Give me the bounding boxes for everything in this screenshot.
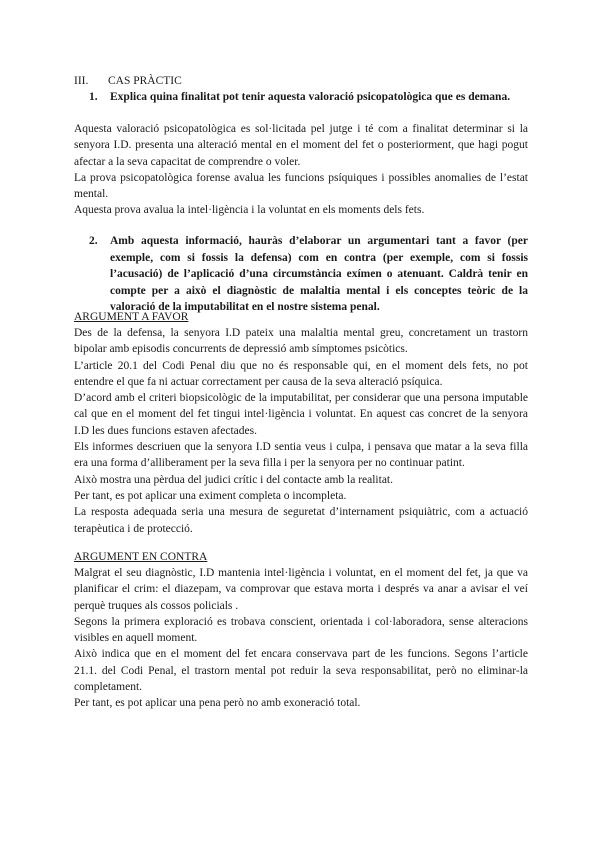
argument-favor-paragraph: Els informes descriuen que la senyora I.D sentia veus i culpa, i pensava que matar a la seva filla era una forma d’alliberament per la seva filla i per la senyora per no continuar patint. xyxy=(74,441,528,470)
section-number: III. xyxy=(74,75,89,87)
argument-contra-paragraph: Segons la primera exploració es trobava conscient, orientada i col·laboradora, sense alteracions visibles en aquell moment. xyxy=(74,615,528,645)
argument-favor-paragraph: D’acord amb el criteri biopsicològic de la imputabilitat, per considerar que una persona imputable cal que en el moment del fet tingui intel·ligència i voluntat. En aquest cas concret de la senyora I.D les dues funcions estaven afectades. xyxy=(74,392,528,437)
question-2-number: 2. xyxy=(89,235,98,247)
section-heading xyxy=(74,73,534,89)
argument-favor-paragraph: L’article 20.1 del Codi Penal diu que no és responsable qui, en el moment dels fets, no pot entendre el que fa ni actuar correctament per causa de la seva alteració psíquica. xyxy=(74,359,528,388)
question-1 xyxy=(91,89,528,106)
answer-1-paragraph: Aquesta valoració psicopatològica es sol·licitada pel jutge i té com a finalitat determinar si la senyora I.D. presenta una alteració mental en el moment del fet o posteriorment, que hagi pogut afectar a la seva capacitat de comprendre o voler. xyxy=(74,123,528,168)
argument-favor-heading: ARGUMENT A FAVOR xyxy=(74,311,189,323)
question-1-number: 1. xyxy=(89,91,98,103)
argument-favor-section xyxy=(74,309,528,537)
argument-favor-paragraph: La resposta adequada seria una mesura de seguretat d’internament psiquiàtric, com a actuació terapèutica i de protecció. xyxy=(74,506,528,535)
answer-1-paragraph: La prova psicopatològica forense avalua les funcions psíquiques i possibles anomalies de l’estat mental. xyxy=(74,171,528,201)
question-2-text: Amb aquesta informació, hauràs d’elaborar un argumentari tant a favor (per exemple, com si fossis la defensa) com en contra (per exemple, com si fossis l’acusació) de l’aplicació d’una circumstància exímen o atenuant. Caldrà tenir en compte per a això el diagnòstic de malaltia mental i els conceptes teòric de la valoració de la imputabilitat en el nostre sistema penal. xyxy=(110,235,528,313)
argument-contra-paragraph: Malgrat el seu diagnòstic, I.D mantenia intel·ligència i voluntat, en el moment del fet, ja que va planificar el crim: el diazepam, va comprovar que estava morta i després va anar a avisar el veí perquè truques als cossos policials . xyxy=(74,567,528,612)
answer-1-paragraph: Aquesta prova avalua la intel·ligència i la voluntat en els moments dels fets. xyxy=(74,204,425,217)
argument-contra-paragraph: Això indica que en el moment del fet encara conservava part de les funcions. Segons l’article 21.1. del Codi Penal, el trastorn mental pot reduir la seva responsabilitat, però no eliminar-la completament. xyxy=(74,648,528,694)
argument-favor-paragraph: Per tant, es pot aplicar una eximent completa o incompleta. xyxy=(74,489,347,502)
argument-contra-section xyxy=(74,549,528,712)
question-1-text: Explica quina finalitat pot tenir aquesta valoració psicopatològica que es demana. xyxy=(110,91,511,103)
argument-favor-paragraph: Això mostra una pèrdua del judici crític i del contacte amb la realitat. xyxy=(74,473,394,486)
question-2 xyxy=(91,233,528,316)
argument-contra-heading: ARGUMENT EN CONTRA xyxy=(74,551,208,563)
argument-favor-paragraph: Des de la defensa, la senyora I.D pateix una malaltia mental greu, concretament un trastorn bipolar amb episodis concurrents de depressió amb símptomes psicòtics. xyxy=(74,327,528,356)
answer-1 xyxy=(74,121,528,219)
section-title: CAS PRÀCTIC xyxy=(108,75,182,87)
argument-contra-paragraph: Per tant, es pot aplicar una pena però no amb exoneració total. xyxy=(74,697,361,710)
